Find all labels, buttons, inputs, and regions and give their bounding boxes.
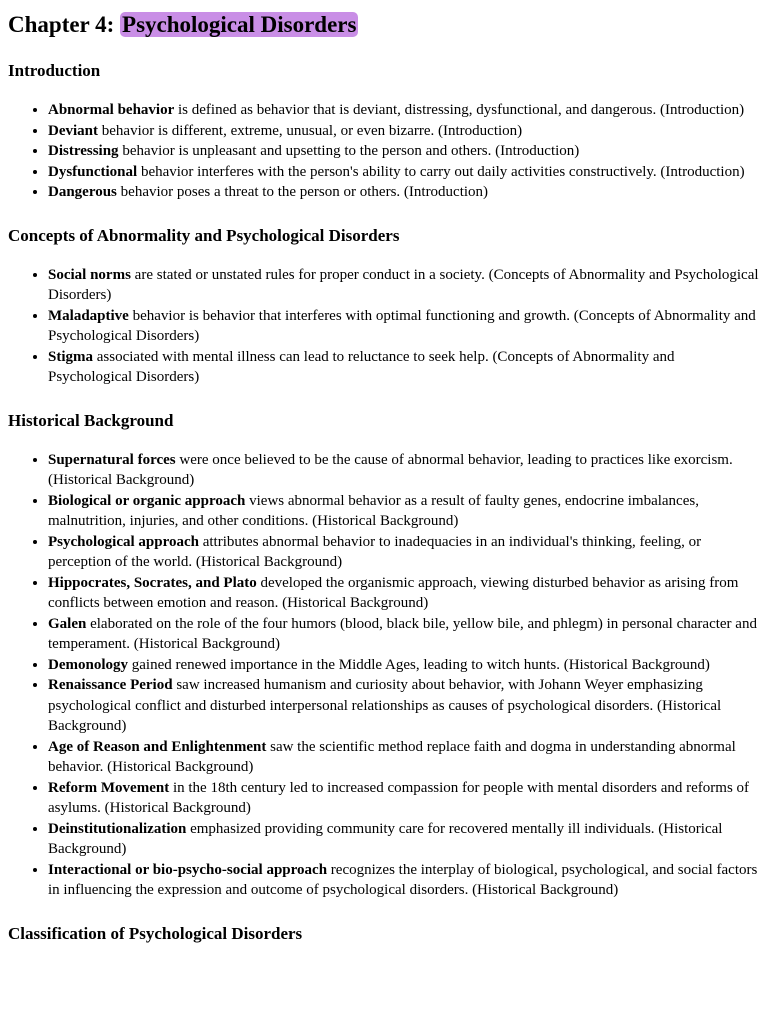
term: Biological or organic approach: [48, 492, 246, 509]
term: Stigma: [48, 348, 93, 365]
definition: are stated or unstated rules for proper conduct in a society. (Concepts of Abnormality and Psychological Disorders): [48, 266, 759, 303]
list-item: [48, 675, 760, 737]
definition: recognizes the interplay of biological, psychological, and social factors in influencing the expression and outcome of psychological disorders. (Historical Background): [48, 861, 758, 898]
page-title: [8, 10, 760, 40]
definition: were once believed to be the cause of abnormal behavior, leading to practices like exorcism. (Historical Background): [48, 451, 733, 488]
definition: behavior is different, extreme, unusual, or even bizarre. (Introduction): [98, 122, 523, 139]
definition: behavior interferes with the person's ability to carry out daily activities constructively. (Introduction): [137, 163, 745, 180]
list-item: [48, 819, 760, 860]
definition: behavior is unpleasant and upsetting to the person and others. (Introduction): [118, 143, 580, 159]
title-highlight: Psychological Disorders: [122, 12, 357, 37]
bullet-list: [8, 450, 760, 901]
definition: views abnormal behavior as a result of faulty genes, endocrine imbalances, malnutrition, injuries, and other conditions. (Historical Background): [48, 492, 699, 529]
list-item: [48, 655, 760, 676]
list-item: [48, 860, 760, 901]
definition: in the 18th century led to increased compassion for people with mental disorders and reforms of asylums. (Historical Background): [48, 779, 750, 816]
list-item: [48, 450, 760, 491]
definition: gained renewed importance in the Middle Ages, leading to witch hunts. (Historical Background): [128, 656, 710, 673]
section-heading: Classification of Psychological Disorders: [8, 923, 303, 943]
term: Dysfunctional: [48, 163, 138, 180]
term: Reform Movement: [48, 779, 170, 796]
term: Supernatural forces: [48, 451, 176, 468]
list-item: [48, 532, 760, 573]
list-item: [48, 306, 760, 347]
list-item: [48, 121, 760, 142]
definition: is defined as behavior that is deviant, distressing, dysfunctional, and dangerous. (Introduction): [174, 102, 745, 118]
bullet-list: [8, 265, 760, 388]
term: Psychological approach: [48, 533, 199, 550]
list-item: [48, 491, 760, 532]
term: Interactional or bio-psycho-social approach: [48, 861, 328, 878]
section-classification: [8, 923, 760, 945]
list-item: [48, 737, 760, 778]
definition: behavior poses a threat to the person or others. (Introduction): [116, 184, 489, 200]
term: Renaissance Period: [48, 677, 173, 693]
term: Deinstitutionalization: [48, 820, 187, 837]
definition: developed the organismic approach, viewing disturbed behavior as arising from conflicts between emotion and reason. (Historical Background): [48, 574, 739, 611]
bullet-list: [8, 100, 760, 203]
definition: behavior is behavior that interferes with optimal functioning and growth. (Concepts of Abnormality and Psychological Disorders): [48, 307, 756, 344]
term: Hippocrates, Socrates, and Plato: [48, 574, 257, 591]
term: Maladaptive: [48, 307, 129, 324]
list-item: [48, 265, 760, 306]
document-page: [0, 10, 768, 945]
list-item: [48, 614, 760, 655]
definition: emphasized providing community care for recovered mentally ill individuals. (Historical Background): [48, 820, 723, 857]
definition: saw increased humanism and curiosity about behavior, with Johann Weyer emphasizing psychological conflict and disturbed interpersonal relationships as causes of psychological disorders. (Historical Background): [48, 677, 722, 734]
definition: attributes abnormal behavior to inadequacies in an individual's thinking, feeling, or perception of the world. (Historical Background): [48, 533, 702, 570]
term: Abnormal behavior: [48, 102, 175, 118]
term: Social norms: [48, 266, 131, 283]
list-item: [48, 100, 760, 121]
term: Galen: [48, 615, 87, 632]
list-item: [48, 141, 760, 162]
definition: associated with mental illness can lead to reluctance to seek help. (Concepts of Abnormality and Psychological Disorders): [48, 348, 675, 385]
list-item: [48, 347, 760, 388]
section-concepts: [8, 225, 760, 388]
list-item: [48, 162, 760, 183]
title-prefix: Chapter 4:: [8, 12, 121, 37]
section-historical-background: [8, 410, 760, 901]
list-item: [48, 182, 760, 203]
term: Distressing: [48, 143, 119, 159]
section-heading: Historical Background: [8, 410, 174, 430]
list-item: [48, 778, 760, 819]
definition: elaborated on the role of the four humors (blood, black bile, yellow bile, and phlegm) in personal character and temperament. (Historical Background): [48, 615, 757, 652]
term: Deviant: [48, 122, 98, 139]
term: Age of Reason and Enlightenment: [48, 738, 267, 755]
term: Demonology: [48, 656, 128, 673]
list-item: [48, 573, 760, 614]
definition: saw the scientific method replace faith and dogma in understanding abnormal behavior. (Historical Background): [48, 738, 736, 775]
section-introduction: [8, 60, 760, 203]
term: Dangerous: [48, 184, 117, 200]
section-heading: Concepts of Abnormality and Psychological Disorders: [8, 225, 400, 245]
section-heading: Introduction: [8, 61, 101, 80]
